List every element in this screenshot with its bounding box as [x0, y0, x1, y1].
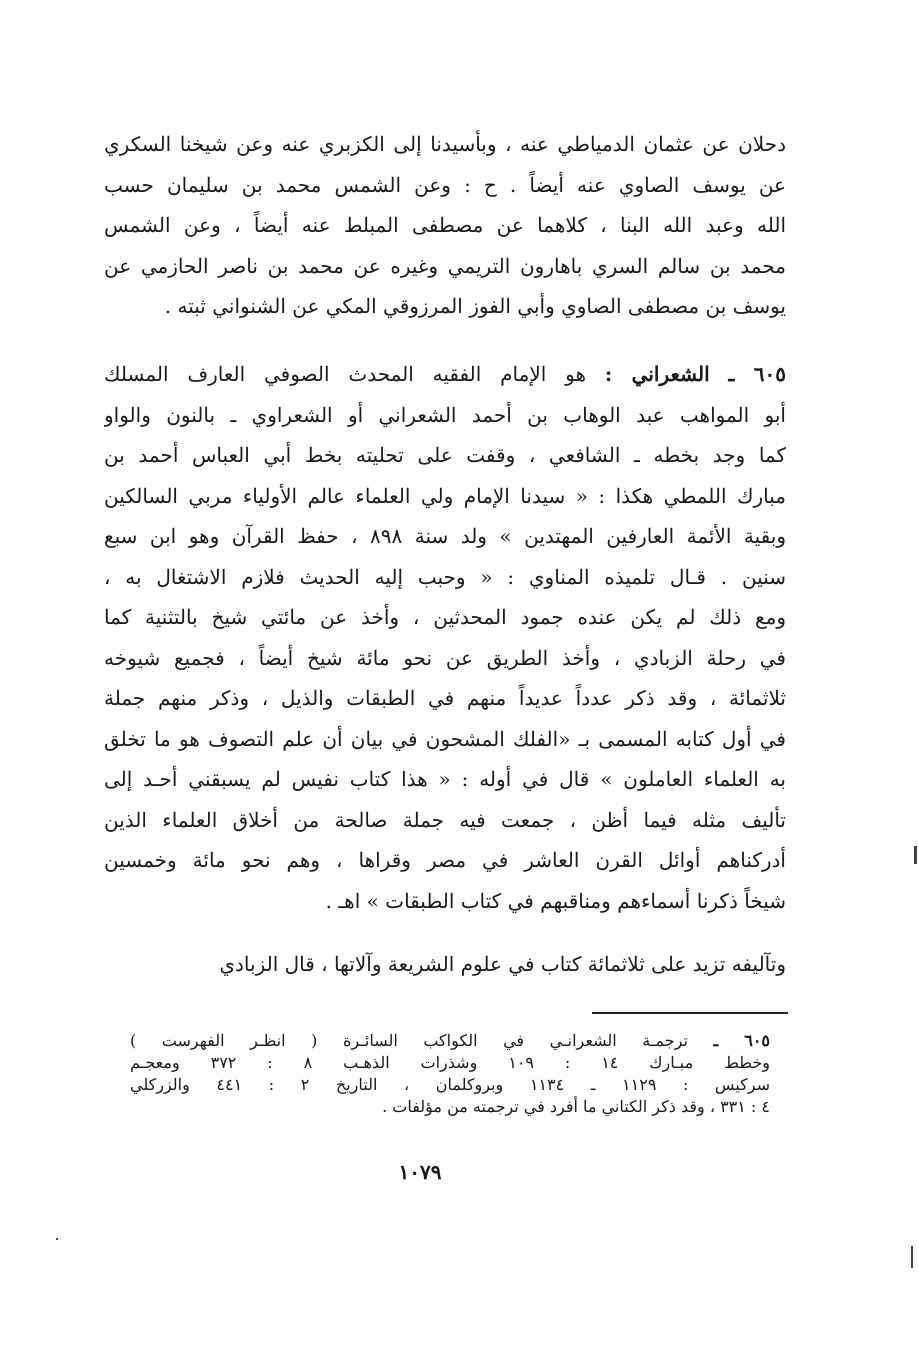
text-line: شيخاً ذكرنا أسماءهم ومناقبهم في كتاب الطبقات » اهـ .: [325, 888, 786, 913]
text-line: ثلاثمائة ، وقد ذكر عدداً عديداً منهم في الطبقات والذيل ، وذكر منهم جملة: [104, 686, 786, 710]
paragraph-works: [104, 944, 786, 985]
text-line: أدركناهم أوائل القرن العاشر في مصر وقراها ، وهم نحو مائة وخمسين: [104, 848, 786, 872]
footnote: [130, 1030, 770, 1118]
footnote-text: ترجمـة الشعرانـي في الكواكب السائـرة ( انظـر الفهرست ): [130, 1031, 688, 1050]
text-line: كما وجد بخطه ـ الشافعي ، وقفت على تحليته بخط أبي العباس أحمد بن: [104, 443, 786, 467]
scan-artifact: [56, 1238, 58, 1240]
footnote-heading-line: [130, 1030, 770, 1052]
footnote-line: وخطط مبـارك ١٤ : ١٠٩ وشذرات الذهـب ٨ : ٣٧٢ ومعجـم: [130, 1053, 770, 1072]
entry-605: [104, 354, 786, 921]
text-line: وبقية الأئمة العارفين المهتدين » ولد سنة ٨٩٨ ، حفظ القرآن وهو ابن سبع: [104, 524, 786, 548]
text-line: في رحلة الزبادي ، وأخذ الطريق عن نحو مائة شيخ أيضاً ، فجميع شيوخه: [104, 645, 786, 670]
text-line: أبو المواهب عبد الوهاب بن أحمد الشعراني أو الشعراوي ـ بالنون والواو: [104, 402, 786, 427]
text-line: يوسف بن مصطفى الصاوي وأبي الفوز المرزوقي المكي عن الشنواني ثبته .: [164, 294, 786, 318]
text-line: ومع ذلك لم يكن عنده جمود المحدثين ، وأخذ عن مائتي شيخ بالتثنية كما: [104, 605, 786, 629]
text-line: مبارك اللمطي هكذا : « سيدنا الإمام ولي العلماء عالم الأولياء مربي السالكين: [104, 483, 786, 508]
text-line: محمد بن سالم السري باهارون التريمي وغيره عن محمد بن ناصر الحازمي عن: [104, 253, 786, 278]
page-number: ١٠٧٩: [398, 1160, 442, 1184]
footnote-line: ٤ : ٣٣١ ، وقد ذكر الكتاني ما أفرد في ترجمته من مؤلفات .: [382, 1097, 770, 1116]
footnote-number: ٦٠٥ ـ: [713, 1031, 770, 1050]
entry-number: ٦٠٥ ـ: [728, 362, 786, 386]
entry-heading-text: هو الإمام الفقيه المحدث الصوفي العارف المسلك: [104, 362, 586, 386]
text-line: الله وعبد الله البنا ، كلاهما عن مصطفى المبلط عنه أيضاً ، وعن الشمس: [104, 213, 786, 237]
footnote-divider: [592, 1012, 788, 1014]
text-line: دحلان عن عثمان الدمياطي عنه ، وبأسيدنا إلى الكزبري عنه وعن شيخنا السكري: [104, 132, 786, 156]
footnote-line: سركيس : ١١٢٩ ـ ١١٣٤ وبروكلمان ، التاريخ ٢ : ٤٤١ والزركلي: [130, 1075, 770, 1094]
text-line: سنين . قـال تلميذه المناوي : « وحبب إليه الحديث فلازم الاشتغال به ،: [104, 564, 786, 589]
text-line: وتآليفه تزيد على ثلاثمائة كتاب في علوم الشريعة وآلاتها ، قال الزبادي: [219, 952, 786, 976]
text-line: تأليف مثله فيما أظن ، جمعت فيه جملة صالحة من أخلاق العلماء الذين: [104, 807, 786, 832]
text-line: عن يوسف الصاوي عنه أيضاً . ح : وعن الشمس محمد بن سليمان حسب: [104, 172, 786, 197]
text-line: في أول كتابه المسمى بـ «الفلك المشحون في بيان أن علم التصوف هو ما تخلق: [104, 726, 786, 751]
paragraph-continuation: [104, 124, 786, 327]
entry-heading-line: [104, 354, 786, 395]
scan-artifact: [911, 1246, 913, 1268]
scan-artifact: [914, 846, 917, 864]
entry-name: الشعراني :: [604, 362, 710, 386]
text-line: به العلماء العاملون » قال في أوله : « هذا كتاب نفيس لم يسبقني أحـد إلى: [104, 767, 786, 791]
